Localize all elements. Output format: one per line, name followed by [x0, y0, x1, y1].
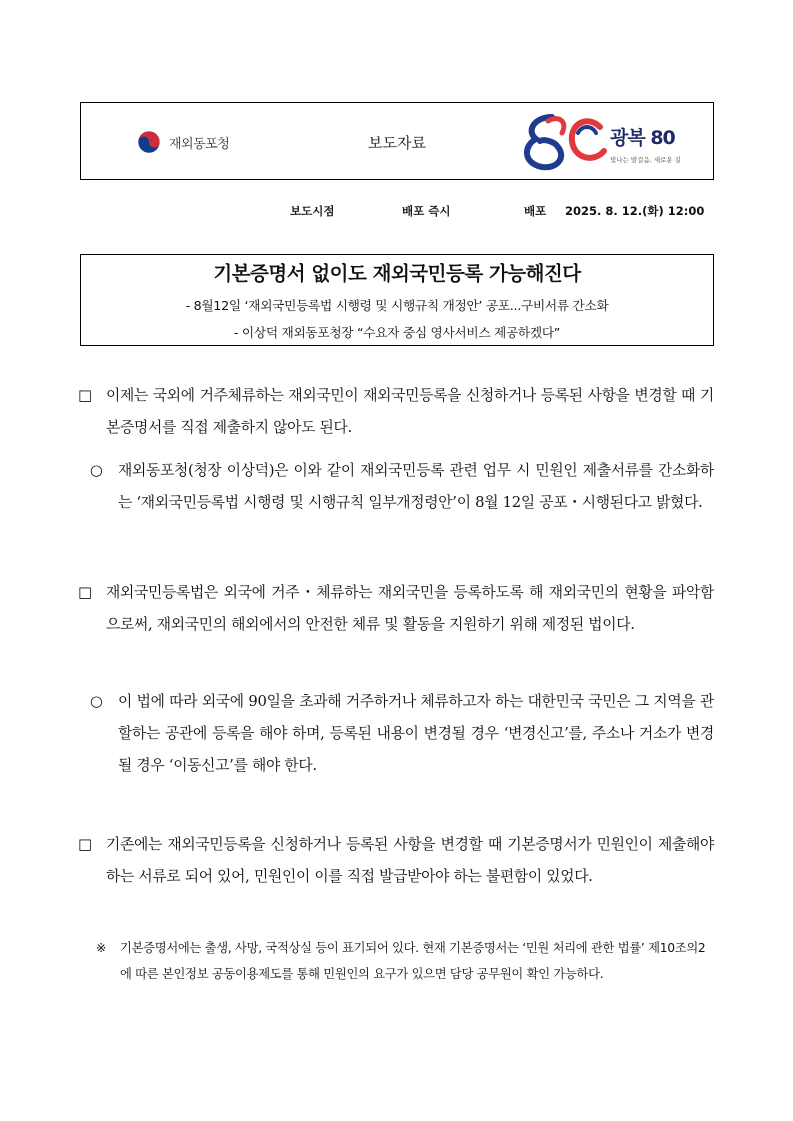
paragraph-text: 이 법에 따라 외국에 90일을 초과해 거주하거나 체류하고자 하는 대한민국 국민은 그 지역을 관할하는 공관에 등록을 해야 하며, 등록된 내용이 변경될 경우 ‘변경신고’를, 주소나 거소가 변경될 경우 ‘이동신고’를 해야 한다. [118, 693, 714, 774]
reference-mark-icon: ※ [96, 941, 107, 955]
headline-box [80, 254, 714, 346]
footnote [96, 935, 714, 987]
press-release-header [80, 102, 714, 180]
body-paragraph-2 [90, 455, 714, 519]
distribution-value: 2025. 8. 12.(화) 12:00 [565, 204, 705, 218]
document-type: 보도자료 [368, 134, 426, 152]
square-bullet-icon: □ [78, 584, 92, 601]
square-bullet-icon: □ [78, 836, 92, 853]
paragraph-text: 기존에는 재외국민등록을 신청하거나 등록된 사항을 변경할 때 기본증명서가 민원인이 제출해야 하는 서류로 되어 있어, 민원인이 이를 직접 발급받아야 하는 불편함이 있었다. [106, 836, 714, 885]
headline: 기본증명서 없이도 재외국민등록 가능해진다 [213, 262, 581, 285]
paragraph-text: 이제는 국외에 거주체류하는 재외국민이 재외국민등록을 신청하거나 등록된 사항을 변경할 때 기본증명서를 직접 제출하지 않아도 된다. [106, 387, 714, 436]
body-paragraph-3 [78, 577, 714, 641]
subheadline-2: - 이상덕 재외동포청장 “수요자 중심 영사서비스 제공하겠다” [233, 325, 561, 340]
anniversary-title: 광복 80 [610, 127, 675, 149]
anniversary-slogan: 빛나는 발걸음, 새로운 길 [610, 156, 682, 164]
body-paragraph-5 [78, 829, 714, 893]
release-time-value: 배포 즉시 [402, 204, 451, 218]
paragraph-text: 재외국민등록법은 외국에 거주・체류하는 재외국민을 등록하도록 해 재외국민의 현황을 파악함으로써, 재외국민의 해외에서의 안전한 체류 및 활동을 지원하기 위해 제정된 법이다. [106, 584, 714, 633]
footnote-text: 기본증명서에는 출생, 사망, 국적상실 등이 표기되어 있다. 현재 기본증명서는 ‘민원 처리에 관한 법률’ 제10조의2에 따른 본인정보 공동이용제도를 통해 민원인의 요구가 있으면 담당 공무원이 확인 가능하다. [120, 941, 706, 981]
liberation-80-emblem-icon [518, 111, 614, 173]
body-paragraph-4 [90, 686, 714, 782]
circle-bullet-icon: ○ [90, 462, 103, 479]
agency-name: 재외동포청 [169, 136, 230, 152]
distribution-label: 배포 [524, 204, 547, 218]
release-time-label: 보도시점 [290, 204, 335, 218]
paragraph-text: 재외동포청(청장 이상덕)은 이와 같이 재외국민등록 관련 업무 시 민원인 제출서류를 간소화하는 ‘재외국민등록법 시행령 및 시행규칙 일부개정령안’이 8월 12일 공포・시행된다고 밝혔다. [118, 462, 714, 511]
circle-bullet-icon: ○ [90, 693, 103, 710]
square-bullet-icon: □ [78, 387, 92, 404]
subheadline-1: - 8월12일 ‘재외국민등록법 시행령 및 시행규칙 개정안’ 공포...구비서류 간소화 [185, 298, 609, 313]
liberation-80-logo [518, 111, 708, 173]
body-paragraph-1 [78, 380, 714, 444]
